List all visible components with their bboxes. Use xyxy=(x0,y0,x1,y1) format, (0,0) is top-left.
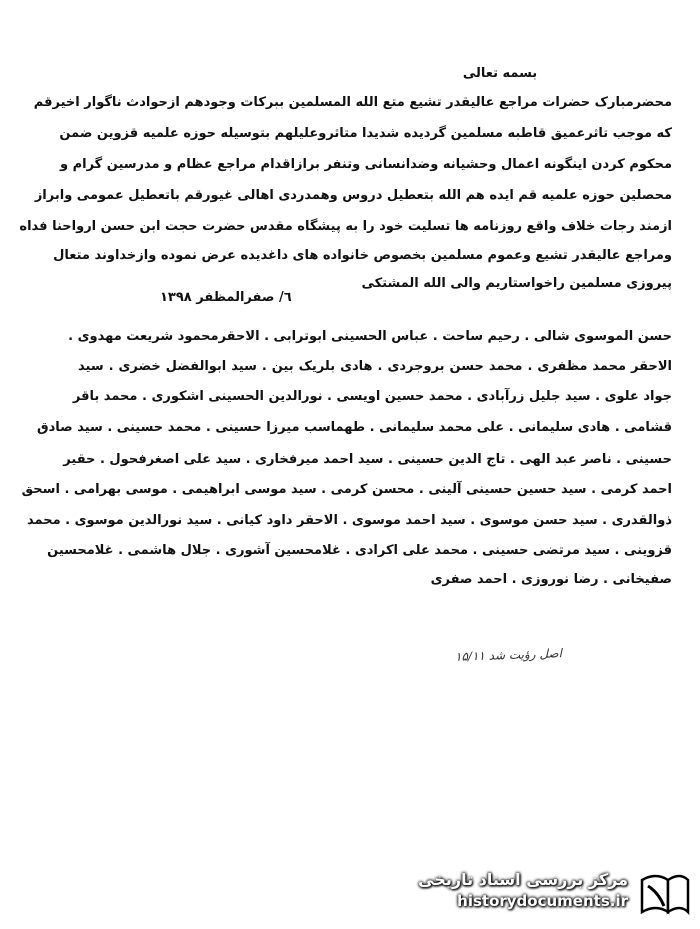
body-line: ازمند رجات خلاف واقع روزنامه ها تسلیت خود را به پیشگاه مقدس حضرت حجت ابن حسن ارواحنا فداه xyxy=(19,219,672,234)
book-icon xyxy=(638,870,692,916)
body-line: محضرمبارک حضرات مراجع عالیقدر تشیع متع الله المسلمین ببرکات وجودهم ازحوادث ناگوار اخیرقم xyxy=(33,95,672,110)
body-line: که موجب تاثرعمیق قاطبه مسلمین گردیده شدیدا متاثروعلیلهم بتوسیله حوزه علمیه قزوین ضمن xyxy=(59,126,672,141)
handwritten-note: اصل رؤیت شد ۱۵/۱۱ xyxy=(454,646,563,664)
body-line: ومراجع عالیقدر تشیع وعموم مسلمین بخصوص خانواده های داغدیده عرض نموده وازخداوند متعال xyxy=(53,248,672,263)
signatories-line: ذوالقدری . سید حسن موسوی . سید احمد موسوی . الاحقر داود کیانی . سید نورالدین موسوی . محمد xyxy=(27,513,672,528)
watermark-logo xyxy=(415,868,700,918)
signatories-line: قزوینی . سید مرتضی حسینی . محمد علی اکرادی . غلامحسین آشوری . جلال هاشمی . غلامحسین xyxy=(47,543,672,558)
letter-date: ٦/ صفرالمظفر ١٣٩٨ xyxy=(160,290,292,305)
signatories-line: احمد کرمی . سید حسین حسینی آلینی . محسن کرمی . سید موسی ابراهیمی . موسی بهرامی . اسحق xyxy=(21,482,672,497)
body-line: پیروزی مسلمین راخواستاریم والی الله المشتکی xyxy=(361,276,672,291)
signatories-line: صفیخانی . رضا نوروزی . احمد صفری xyxy=(430,572,672,587)
watermark-name: مرکز بررسی اسناد تاریخی xyxy=(418,870,628,889)
body-line: محصلین حوزه علمیه قم ایده هم الله بتعطیل دروس وهمدردی اهالی غیورقم باتعطیل عمومی وابراز xyxy=(34,188,672,203)
signatories-line: حسینی . ناصر عبد الهی . تاج الدین حسینی . سید احمد میرفخاری . سید علی اصغرفحول . حقیر xyxy=(63,452,672,467)
signatories-line: قشامی . هادی سلیمانی . علی محمد سلیمانی . طهماسب میرزا حسینی . محمد حسینی . سید صادق xyxy=(36,420,672,435)
signatories-line: حسن الموسوی شالی . رحیم ساحت . عباس الحسینی ابوترابی . الاحقرمحمود شریعت مهدوی . xyxy=(68,329,672,344)
document-title: بسمه تعالی xyxy=(462,66,538,81)
signatories-line: جواد علوی . سید جلیل زرآبادی . محمد حسین اویسی . نورالدین الحسینی اشکوری . محمد باقر xyxy=(72,389,672,404)
watermark-site: historydocuments.ir xyxy=(457,892,628,910)
body-line: محکوم کردن اینگونه اعمال وحشیانه وضدانسانی وتنفر برازاقدام مراجع عظام و مدرسین گرام و xyxy=(59,157,672,172)
signatories-line: الاحقر محمد مظفری . محمد حسن بروجردی . هادی بلریک بین . سید ابوالفضل خضری . سید xyxy=(78,359,672,374)
